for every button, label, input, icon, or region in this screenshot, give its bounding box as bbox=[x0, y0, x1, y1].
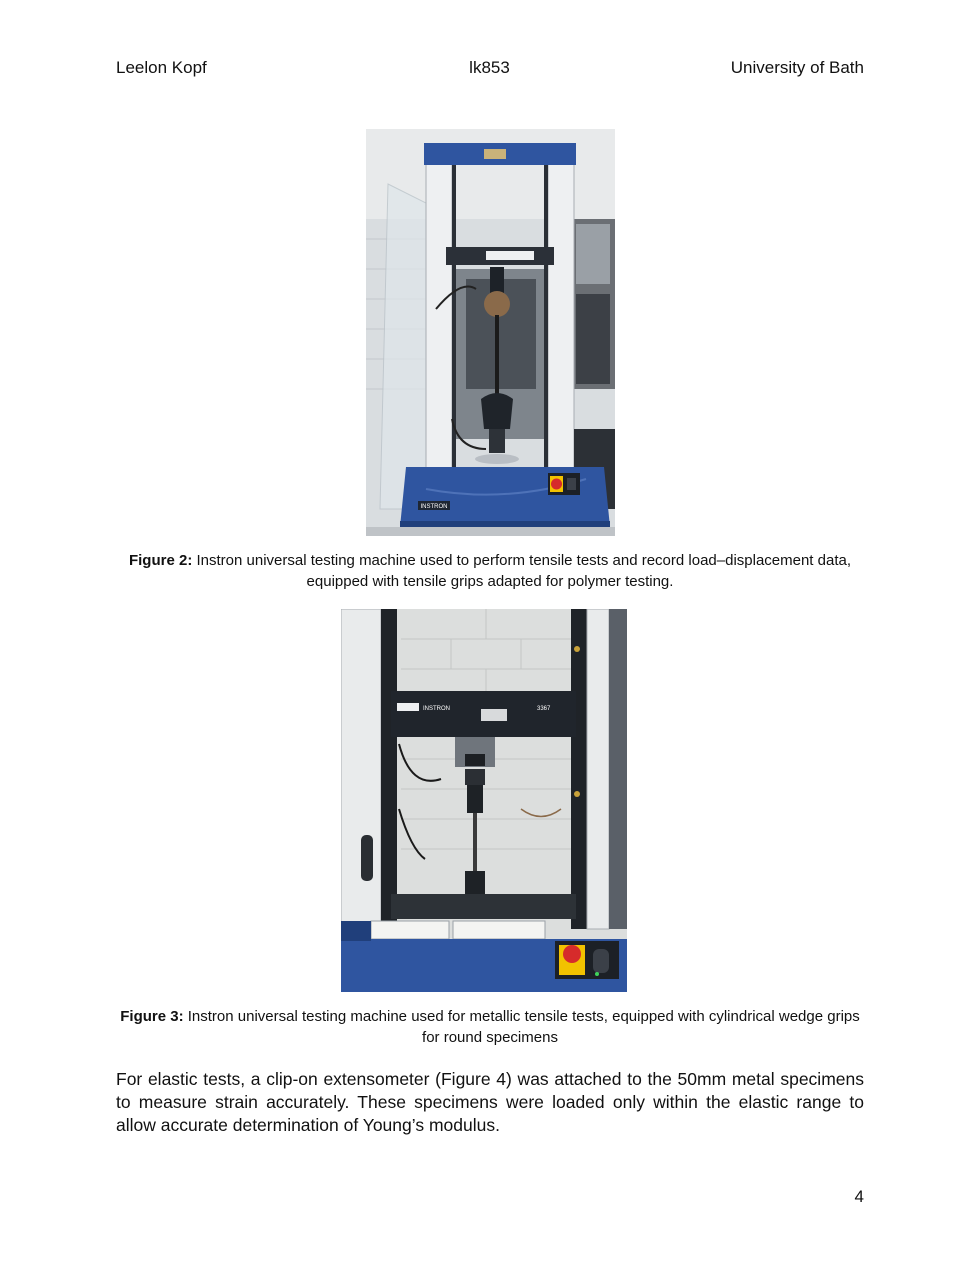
figure-3-model-label: 3367 bbox=[537, 706, 551, 712]
figure-3-caption-text: Instron universal testing machine used for metallic tensile tests, equipped with cylindrical wedge grips for round specimens bbox=[183, 1008, 860, 1046]
figure-3-brand-logo: INSTRON bbox=[423, 706, 450, 712]
page-number: 4 bbox=[854, 1187, 864, 1206]
body-paragraph: For elastic tests, a clip-on extensometer (Figure 4) was attached to the 50mm metal specimens to measure strain accurately. These specimens were loaded only within the elastic range to allow accurate determination of Young’s modulus. bbox=[116, 1069, 864, 1135]
figure-2-brand-logo: INSTRON bbox=[420, 504, 448, 510]
header-author: Leelon Kopf bbox=[116, 58, 207, 77]
figure-3-caption bbox=[116, 1006, 864, 1048]
figure-3-photo bbox=[341, 609, 627, 992]
figure-2-label: Figure 2: bbox=[128, 552, 193, 569]
header-institution: University of Bath bbox=[730, 58, 864, 77]
figure-3-label: Figure 3: bbox=[120, 1008, 184, 1025]
figure-2-caption bbox=[116, 550, 864, 592]
figure-2-photo bbox=[366, 129, 615, 536]
figure-2-caption-text: Instron universal testing machine used to perform tensile tests and record load–displacement data, equipped with tensile grips adapted for polymer testing. bbox=[192, 552, 852, 590]
header-student-id: lk853 bbox=[469, 58, 510, 77]
